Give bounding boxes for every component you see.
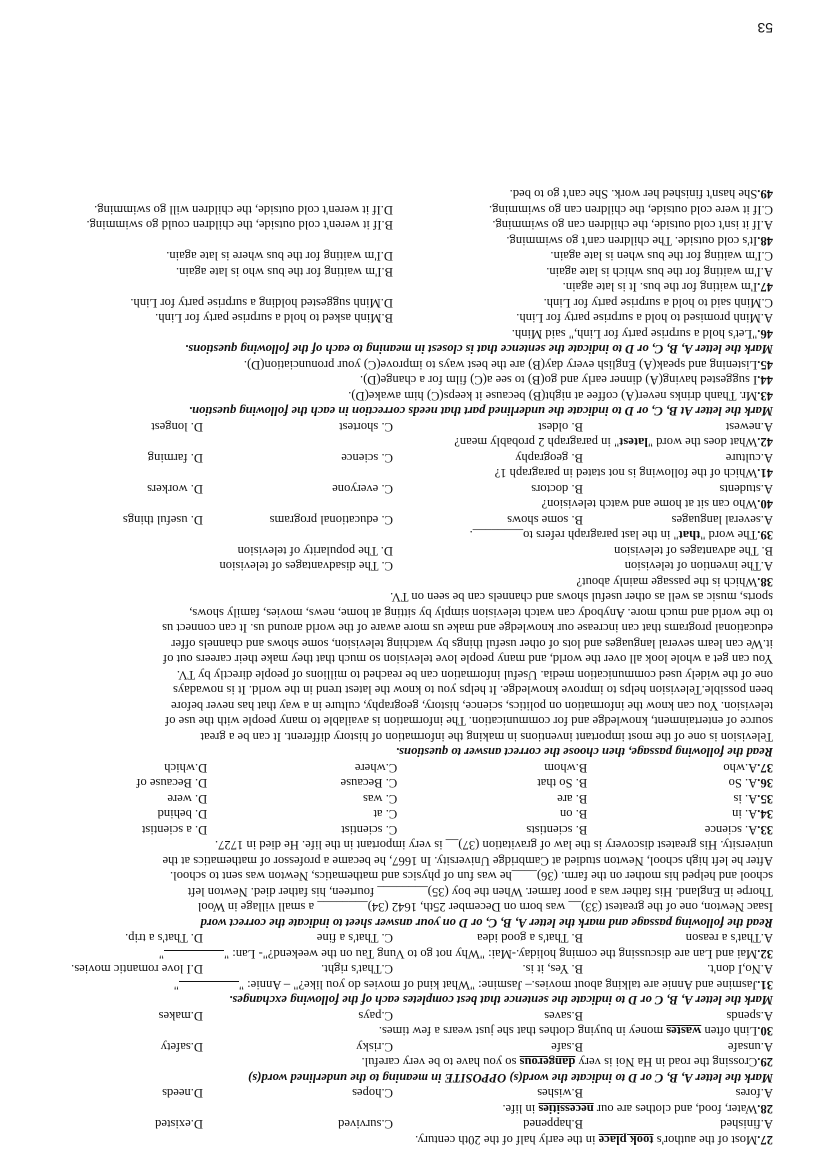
question-48: 48.It's cold outside. The children can't go swimming. <box>506 234 773 248</box>
option-b: B. The advantages of television <box>614 544 773 558</box>
option-b: B. are <box>557 792 588 806</box>
option-b: B. doctors <box>531 482 583 496</box>
question-39: 39.The word "that" in the last paragraph refers to________. <box>469 528 773 543</box>
option-d: D. behind <box>157 807 208 822</box>
q40-options <box>43 481 773 497</box>
q38-options-ac <box>43 558 773 574</box>
option-b: B. geography <box>515 451 583 465</box>
q41-options <box>43 450 773 466</box>
question-49: 49.She hasn't finished her work. She can't go to bed. <box>509 187 773 202</box>
passage-line: it.We can learn several languages and lots of other useful things by watching television, some shows and channels offer <box>171 637 773 651</box>
question-43: 43.Mr. Thanh drinks never(A) coffee at night(B) because it keeps(C) him awake(D). <box>348 389 773 403</box>
option-d: D. Because of <box>136 776 208 791</box>
q36-options: 36. A. So B. So that C. Because D. Because of <box>136 776 773 791</box>
q31-options <box>43 961 773 977</box>
option-a: A. science <box>704 823 758 837</box>
question-41: 41.Which of the following is not stated in paragraph 1? <box>494 466 773 481</box>
option-d: D.which <box>164 761 208 775</box>
q42-options <box>43 419 773 435</box>
option-b: B.If it weren't cold outside, the children could go swimming. <box>86 218 393 233</box>
option-a: A.No,I don't. <box>707 962 773 977</box>
option-a: A.who <box>723 761 758 775</box>
option-c: C.where <box>354 761 398 775</box>
option-d: D. longest <box>151 420 203 434</box>
option-c: C.I'm waiting for the bus when is late again. <box>550 249 773 264</box>
q28-options <box>43 1085 773 1101</box>
option-b: B.safe <box>551 1040 583 1054</box>
option-d: D. were <box>167 792 208 806</box>
option-d: D.safety <box>160 1040 203 1054</box>
answer-blank <box>164 950 224 961</box>
q47-options-ab <box>43 264 773 280</box>
q35-options: 35. A. is B. are C. was D. were <box>167 792 773 806</box>
option-a: A.The invention of television <box>624 559 773 574</box>
instruction-exchange: Mark the letter A, B, C or D to indicate the sentence that best completes each of the following exchanges. <box>229 993 773 1008</box>
option-b: B. Yes, it is. <box>522 962 583 977</box>
option-c: C. at <box>373 807 398 822</box>
option-d: D.I'm waiting for the bus where is late again. <box>166 249 393 264</box>
question-38: 38.Which is the passage mainly about? <box>576 575 773 589</box>
option-b: B.happened <box>523 1117 583 1132</box>
instruction-passage-1: Read the following passage and mark the letter A, B, C, or D on your answer sheet to indicate the correct word <box>200 916 773 930</box>
passage-line: to the world and much more. Anybody can watch television simply by sitting at home, news, movies, family shows, <box>189 606 773 620</box>
option-a: A.Minh promised to hold a surprise party for Linh. <box>516 311 773 326</box>
q38-options-bd <box>43 543 773 559</box>
option-a: A.culture <box>725 451 773 465</box>
exam-content <box>43 186 773 1147</box>
passage-newton <box>43 837 773 915</box>
question-31: 31.Jasmine and Annie are talking about movies.– Jasmine: "What kind of movies do you like?" – Annie: "" <box>173 978 773 992</box>
passage-line: source of entertainment, knowledge and for communication. The information is available to many people with the use of <box>165 714 773 729</box>
question-28: 28.Water, food, and clothes are our necessities in life. <box>502 1102 773 1116</box>
option-b: B.saves <box>544 1009 583 1023</box>
option-c: C. scientist <box>341 823 398 837</box>
q39-options <box>43 512 773 528</box>
option-b: B. That's a good idea <box>477 931 583 946</box>
option-d: D.Minh suggested holding a surprise party for Linh. <box>130 296 393 310</box>
option-c: C.pays <box>358 1009 393 1023</box>
q29-options <box>43 1039 773 1055</box>
option-b: B. So that <box>537 776 588 791</box>
passage-line: been possible.Television helps to improve knowledge. It helps you to know the latest trend in the world. It is nowadays <box>172 683 773 698</box>
passage-television <box>43 589 773 744</box>
option-d: D.If it weren't cold outside, the children will go swimming. <box>94 203 393 217</box>
option-b: B.wishes <box>537 1086 583 1101</box>
answer-blank <box>179 981 239 992</box>
q47-options-cd <box>43 248 773 264</box>
question-42: 42.What does the word "latest" in paragraph 2 probably mean? <box>454 435 773 450</box>
option-a: A. in <box>732 807 758 822</box>
option-b: B. oldest <box>538 420 583 434</box>
option-c: C. educational programs <box>269 513 393 527</box>
passage-line: school and helped his mother on the farm. (36)____he was fun of physics and mathematics, Newton was sent to school. <box>170 869 773 884</box>
option-b: B. scientists <box>526 823 588 837</box>
question-45: 45.Listening and speak(A) English every day(B) are the best ways to improve(C) your pronunciation(D). <box>243 358 773 372</box>
passage-line: educational programs that can increase our knowledge and make us more aware of the world around us. It can connect us <box>162 621 773 636</box>
option-a: A. is <box>733 792 758 806</box>
option-d: D. a scientist <box>141 823 208 837</box>
option-d: D. farming <box>147 451 203 465</box>
option-b: B.Minh asked to hold a surprise party for Linh. <box>155 311 393 326</box>
option-a: A.unsafe <box>727 1040 773 1054</box>
q48-options-cd <box>43 202 773 218</box>
instruction-closest: Mark the letter A, B, C, or D to indicate the sentence that is closest in meaning to each of the following questions. <box>185 342 773 357</box>
question-27: 27.Most of the author's took place in the early half of the 20th century. <box>415 1133 773 1147</box>
option-d: D. That's a trip. <box>125 931 203 946</box>
question-40: 40.Who can sit at home and watch television? <box>541 497 773 512</box>
q48-options-ab <box>43 217 773 233</box>
instruction-passage-2: Read the following passage, then choose the correct answer to questions. <box>395 745 773 760</box>
option-b: B. some shows <box>507 513 583 527</box>
q32-options <box>43 930 773 946</box>
option-c: C. everyone <box>332 482 393 496</box>
option-d: D.makes <box>158 1009 203 1023</box>
instruction-error: Mark the letter At B, C, or D to indicate the underlined part that needs correction in each the following question. <box>188 404 773 419</box>
option-a: A.If it isn't cold outside, the children can go swimming. <box>492 218 773 233</box>
option-d: D.existed <box>155 1117 203 1132</box>
passage-line: sports, music as well as other useful shows and channels can be seen on TV. <box>390 590 773 605</box>
option-b: B.whom <box>544 761 588 775</box>
passage-line: one of the widely used communication media. Useful information can be reached to millions of people directly by TV. <box>176 668 773 682</box>
passage-line: television. You can know the information on politics, science, history, geography, culture in a way that has never before <box>170 699 773 713</box>
option-a: A.I'm waiting for the bus which is late again. <box>546 265 773 279</box>
option-c: C.That's right. <box>321 962 393 977</box>
instruction-opposite: Mark the letter A, B, C or D to indicate the word(s) OPPOSITE in meaning to the underlined word(s) <box>247 1071 773 1085</box>
option-a: A.That's a reason <box>685 931 773 946</box>
option-d: D. The popularity of television <box>237 544 393 558</box>
option-b: B. on <box>559 807 588 822</box>
passage-line: Television is one of the most important inventions in making the information of history different. It can be a great <box>200 730 773 744</box>
option-d: D. workers <box>147 482 203 496</box>
option-c: C.hopes <box>352 1086 393 1101</box>
option-c: C. That's a fine <box>316 931 393 946</box>
question-44: 44.I suggested having(A) dinner early and go(B) to see a(C) film for a change(D). <box>359 373 773 388</box>
option-a: A.newest <box>725 420 773 434</box>
question-47: 47.I'm waiting for the bus. It is late again. <box>562 280 773 295</box>
option-a: A.fores <box>735 1086 773 1101</box>
q37-options: 37. A.who B.whom C.where D.which <box>164 761 773 775</box>
passage-line: university. His greatest discovery is the law of gravitation (37)__ is very important in the life. He died in 1727. <box>214 838 773 853</box>
q33-options: 33. A. science B. scientists C. scientist D. a scientist <box>141 823 773 837</box>
option-a: A. So <box>728 776 758 791</box>
passage-line: You can get a whole look all over the world, and many people love television so much that they make their careers out of <box>162 652 773 667</box>
q27-options <box>43 1116 773 1132</box>
option-c: C.survived <box>338 1117 393 1132</box>
q46-options-cd <box>43 295 773 311</box>
question-29: 29.Crossing the road in Ha Noi is very dangerous so you have to be very careful. <box>361 1055 773 1070</box>
option-a: A.spends <box>726 1009 773 1023</box>
question-46: 46."Let's hold a surprise party for Linh," said Minh. <box>511 327 773 341</box>
question-32: 32.Mai and Lan are discussing the coming holiday.-Mai: "Why not go to Vung Tau on the weekend?"- Lan: "" <box>158 947 773 961</box>
option-d: D.I love romantic movies. <box>71 962 203 977</box>
option-b: B.I'm waiting for the bus who is late again. <box>175 265 393 279</box>
option-c: C.If it were cold outside, the children can go swimming. <box>489 203 773 217</box>
option-a: A.students <box>719 482 773 496</box>
option-c: C.Minh said to hold a surprise party for Linh. <box>543 296 773 310</box>
option-c: C. Because <box>340 776 398 791</box>
passage-line: After he left high school, Newton studied at Cambridge University. In 1667, he became a professor of mathematics at the <box>162 854 773 868</box>
option-a: A.several languages <box>671 513 773 527</box>
option-d: D.needs <box>162 1086 203 1101</box>
passage-line: Thorpe in England. His father was a poor farmer. When the boy (35)________ fourteen, his father died. Newton left <box>187 885 773 899</box>
option-c: C. was <box>362 792 398 806</box>
option-c: C. The disadvantages of television <box>219 559 393 574</box>
q46-options-ab <box>43 310 773 326</box>
passage-line: Isaac Newton, one of the greatest (33)__ was born on December 25th, 1642 (34)________ a small village in Wool <box>197 900 773 915</box>
q34-options: 34. A. in B. on C. at D. behind <box>157 807 773 822</box>
option-c: C. science <box>341 451 393 465</box>
option-a: A.finished <box>720 1117 773 1132</box>
question-30: 30.Linh often wastes money in buying clothes that she just wears a few times. <box>378 1024 773 1039</box>
page-number: 53 <box>757 20 773 36</box>
option-c: C.risky <box>356 1040 393 1054</box>
option-d: D. useful things <box>122 513 203 527</box>
q30-options <box>43 1008 773 1024</box>
option-c: C. shortest <box>339 420 393 434</box>
